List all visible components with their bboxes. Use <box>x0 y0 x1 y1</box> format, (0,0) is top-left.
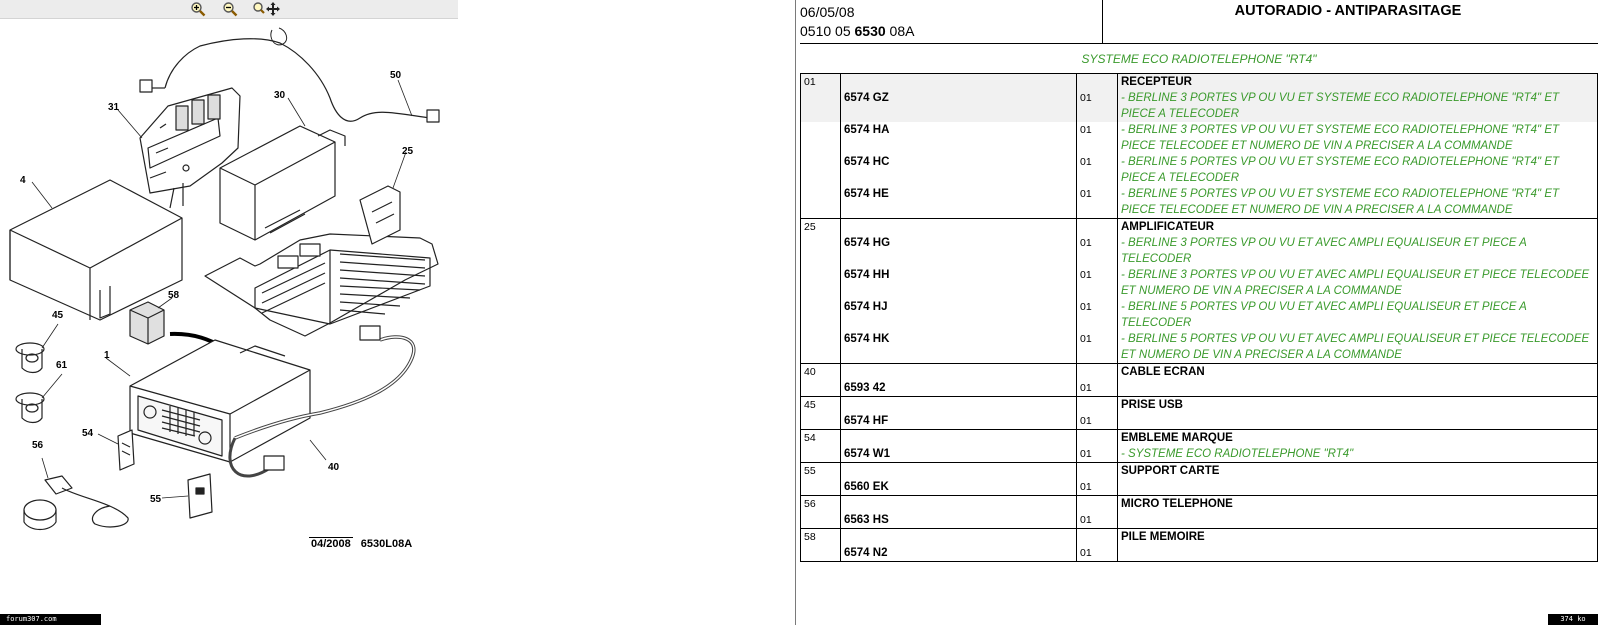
part-group-row <box>801 397 1598 414</box>
part-ref-row[interactable] <box>801 122 1598 154</box>
part-note <box>1118 479 1598 496</box>
part-note: - BERLINE 5 PORTES VP OU VU ET SYSTEME ECO RADIOTELEPHONE "RT4" ET PIECE A TELECODER <box>1118 154 1598 186</box>
header-code <box>800 23 914 39</box>
card-holder-55-drawing <box>188 474 212 518</box>
part-name: PRISE USB <box>1118 397 1598 414</box>
callout-40: 40 <box>328 462 340 473</box>
item-number: 40 <box>801 364 841 381</box>
part-reference[interactable]: 6574 W1 <box>841 446 1077 463</box>
callout-31: 31 <box>108 102 120 113</box>
part-ref-row[interactable] <box>801 545 1598 562</box>
part-group-row <box>801 74 1598 90</box>
part-reference[interactable]: 6574 HA <box>841 122 1077 154</box>
usb-socket-45-drawing <box>16 343 44 373</box>
part-name: SUPPORT CARTE <box>1118 463 1598 480</box>
parts-list-pane <box>800 0 1598 559</box>
callout-45: 45 <box>52 310 64 321</box>
part-note: - BERLINE 5 PORTES VP OU VU ET AVEC AMPLI EQUALISEUR ET PIECE TELECODEE ET NUMERO DE VIN A PRECISER A LA COMMANDE <box>1118 331 1598 364</box>
part-reference[interactable]: 6574 HF <box>841 413 1077 430</box>
part-ref-row[interactable] <box>801 90 1598 122</box>
part-name: AMPLIFICATEUR <box>1118 219 1598 236</box>
part-note: - BERLINE 3 PORTES VP OU VU ET SYSTEME ECO RADIOTELEPHONE "RT4" ET PIECE A TELECODER <box>1118 90 1598 122</box>
part-reference[interactable]: 6574 HJ <box>841 299 1077 331</box>
part-group-row <box>801 364 1598 381</box>
pane-divider[interactable] <box>795 0 796 625</box>
part-reference[interactable]: 6574 GZ <box>841 90 1077 122</box>
part-group-row <box>801 219 1598 236</box>
part-note <box>1118 380 1598 397</box>
part-reference[interactable]: 6574 HC <box>841 154 1077 186</box>
part-note: - BERLINE 5 PORTES VP OU VU ET AVEC AMPLI EQUALISEUR ET PIECE A TELECODER <box>1118 299 1598 331</box>
callout-58: 58 <box>168 290 180 301</box>
part-reference[interactable]: 6574 HG <box>841 235 1077 267</box>
part-ref-row[interactable] <box>801 186 1598 219</box>
zoom-in-icon[interactable] <box>190 1 206 17</box>
header-date: 06/05/08 <box>800 4 855 20</box>
part-quantity: 01 <box>1077 299 1118 331</box>
part-reference[interactable]: 6593 42 <box>841 380 1077 397</box>
part-group-row <box>801 463 1598 480</box>
part-reference[interactable]: 6574 N2 <box>841 545 1077 562</box>
part-note: - SYSTEME ECO RADIOTELEPHONE "RT4" <box>1118 446 1598 463</box>
part-ref-row[interactable] <box>801 154 1598 186</box>
system-title: SYSTEME ECO RADIOTELEPHONE "RT4" <box>800 45 1598 74</box>
item-number: 25 <box>801 219 841 236</box>
part-name: RECEPTEUR <box>1118 74 1598 90</box>
part-group-row <box>801 430 1598 447</box>
part-quantity: 01 <box>1077 446 1118 463</box>
part-note: - BERLINE 5 PORTES VP OU VU ET SYSTEME ECO RADIOTELEPHONE "RT4" ET PIECE TELECODEE ET NUMERO DE VIN A PRECISER A LA COMMANDE <box>1118 186 1598 219</box>
pan-move-icon[interactable] <box>266 1 282 17</box>
part-quantity: 01 <box>1077 413 1118 430</box>
part-note: - BERLINE 3 PORTES VP OU VU ET AVEC AMPLI EQUALISEUR ET PIECE A TELECODER <box>1118 235 1598 267</box>
callout-1: 1 <box>104 350 110 361</box>
part-ref-row[interactable] <box>801 446 1598 463</box>
part-quantity: 01 <box>1077 90 1118 122</box>
callout-50: 50 <box>390 70 402 81</box>
callout-56: 56 <box>32 440 44 451</box>
part-group-row <box>801 496 1598 513</box>
item-number: 55 <box>801 463 841 480</box>
header-code-prefix: 0510 05 <box>800 23 851 39</box>
item-number: 45 <box>801 397 841 414</box>
part-name: PILE MEMOIRE <box>1118 529 1598 546</box>
callout-30: 30 <box>274 90 286 101</box>
page-title: AUTORADIO - ANTIPARASITAGE <box>1234 3 1462 19</box>
exploded-parts-diagram <box>0 18 795 608</box>
part-reference[interactable]: 6574 HK <box>841 331 1077 364</box>
header-code-bold: 6530 <box>854 23 886 39</box>
part-reference[interactable]: 6574 HH <box>841 267 1077 299</box>
emblem-54-drawing <box>118 430 134 470</box>
part-quantity: 01 <box>1077 512 1118 529</box>
part-ref-row[interactable] <box>801 413 1598 430</box>
item-number: 01 <box>801 74 841 90</box>
item-number: 56 <box>801 496 841 513</box>
part-quantity: 01 <box>1077 154 1118 186</box>
header-code-suffix: 08A <box>889 23 915 39</box>
part-quantity: 01 <box>1077 479 1118 496</box>
diagram-pane <box>0 0 795 625</box>
part-quantity: 01 <box>1077 186 1118 219</box>
callout-55: 55 <box>150 494 162 505</box>
part-ref-row[interactable] <box>801 235 1598 267</box>
footer-watermark: forum307.com <box>0 614 101 625</box>
part-name: CABLE ECRAN <box>1118 364 1598 381</box>
radio-unit-1-drawing <box>130 340 310 462</box>
callout-25: 25 <box>402 146 414 157</box>
part-quantity: 01 <box>1077 545 1118 562</box>
part-quantity: 01 <box>1077 122 1118 154</box>
zoom-toolbar <box>0 0 458 19</box>
header-rule <box>800 43 1598 44</box>
part-ref-row[interactable] <box>801 512 1598 529</box>
part-note: - BERLINE 3 PORTES VP OU VU ET AVEC AMPLI EQUALISEUR ET PIECE TELECODEE ET NUMERO DE VIN A PRECISER A LA COMMANDE <box>1118 267 1598 299</box>
parts-table <box>800 74 1598 562</box>
part-ref-row[interactable] <box>801 331 1598 364</box>
part-note <box>1118 512 1598 529</box>
callout-61: 61 <box>56 360 68 371</box>
diagram-ref-code: 6530L08A <box>360 538 413 550</box>
item-number: 54 <box>801 430 841 447</box>
microphone-56-drawing <box>24 476 128 530</box>
part-ref-row[interactable] <box>801 479 1598 496</box>
part-reference[interactable]: 6560 EK <box>841 479 1077 496</box>
battery-58-drawing <box>130 302 164 344</box>
housing-4-drawing <box>10 180 182 320</box>
part-quantity: 01 <box>1077 267 1118 299</box>
diagram-ref-date: 04/2008 <box>311 538 351 550</box>
footer-file-size: 374 ko <box>1548 614 1598 625</box>
part-name: MICRO TELEPHONE <box>1118 496 1598 513</box>
part-ref-row[interactable] <box>801 267 1598 299</box>
diagram-reference <box>309 537 412 550</box>
part-group-row <box>801 529 1598 546</box>
item-number: 58 <box>801 529 841 546</box>
callout-4: 4 <box>20 175 26 186</box>
part-quantity: 01 <box>1077 331 1118 364</box>
part-ref-row[interactable] <box>801 380 1598 397</box>
callout-54: 54 <box>82 428 94 439</box>
part-note: - BERLINE 3 PORTES VP OU VU ET SYSTEME ECO RADIOTELEPHONE "RT4" ET PIECE TELECODEE ET NUMERO DE VIN A PRECISER A LA COMMANDE <box>1118 122 1598 154</box>
part-note <box>1118 413 1598 430</box>
part-reference[interactable]: 6563 HS <box>841 512 1077 529</box>
part-note <box>1118 545 1598 562</box>
part-ref-row[interactable] <box>801 299 1598 331</box>
part-name: EMBLEME MARQUE <box>1118 430 1598 447</box>
part-reference[interactable]: 6574 HE <box>841 186 1077 219</box>
part-quantity: 01 <box>1077 380 1118 397</box>
zoom-out-icon[interactable] <box>222 1 238 17</box>
usb-socket-61-drawing <box>16 393 44 423</box>
part-quantity: 01 <box>1077 235 1118 267</box>
